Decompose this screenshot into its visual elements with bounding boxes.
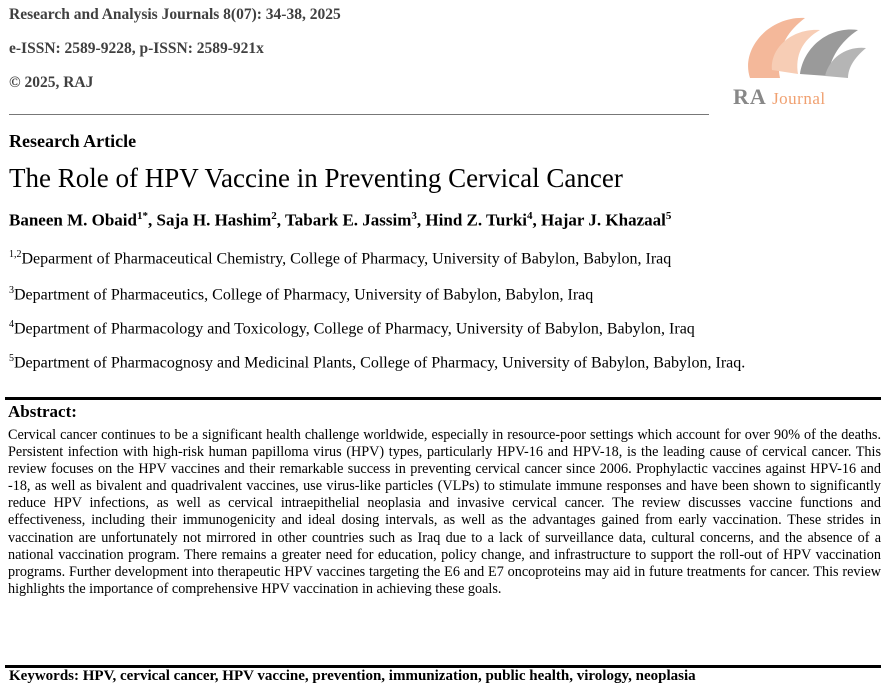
author-separator: , [532,210,542,230]
author-affiliation-marker: 3 [411,210,417,222]
author-name: Tabark E. Jassim [284,210,412,230]
affiliation-text: Department of Pharmacognosy and Medicinal Plants, College of Pharmacy, University of Babylon, Babylon, Iraq. [14,354,746,372]
journal-citation: Research and Analysis Journals 8(07): 34-38, 2025 [9,6,341,23]
affiliation-text: Department of Pharmacology and Toxicology, College of Pharmacy, University of Babylon, Babylon, Iraq [14,320,695,338]
article-title: The Role of HPV Vaccine in Preventing Cervical Cancer [9,163,623,193]
abstract-text: Cervical cancer continues to be a significant health challenge worldwide, especially in resource-poor settings which account for over 90% of the deaths. Persistent infection with high-risk human papilloma virus (HPV) types, particularly HPV-16 and HPV-18, is the leading cause of cervical cancer. This review focuses on the HPV vaccines and their remarkable success in preventing cervical cancer since 2006. Prophylactic vaccines against HPV-16 and -18, as well as bivalent and quadrivalent vaccines, use virus-like particles (VLPs) to stimulate immune responses and have been shown to significantly reduce HPV infections, as well as cervical intraepithelial neoplasia and invasive cervical cancer. The review discusses vaccine functions and effectiveness, including their immunogenicity and ideal dosing intervals, as well as the advantages gained from early vaccination. These strides in vaccination are unfortunately not mirrored in other countries such as Iraq due to a lack of surveillance data, cultural concerns, and the absence of a national vaccination program. There remains a greater need for education, policy change, and infrastructure to support the roll-out of HPV vaccination programs. Further development into therapeutic HPV vaccines targeting the E6 and E7 oncoproteins may aid in future treatments for cancer. This review highlights the importance of comprehensive HPV vaccination in achieving these goals. [8,427,881,597]
keywords: Keywords: HPV, cervical cancer, HPV vaccine, prevention, immunization, public health, virology, neoplasia [9,668,696,684]
affiliation-text: Deparment of Pharmaceutical Chemistry, College of Pharmacy, University of Babylon, Babylon, Iraq [21,250,672,268]
affiliation-marker: 3 [9,285,14,296]
author-name: Hind Z. Turki [425,210,528,230]
journal-issn: e-ISSN: 2589-9228, p-ISSN: 2589-921x [9,40,264,57]
article-type: Research Article [9,131,137,151]
affiliation-text: Department of Pharmaceutics, College of Pharmacy, University of Babylon, Babylon, Iraq [14,286,594,304]
author-name: Baneen M. Obaid [9,210,137,230]
affiliation-marker: 5 [9,353,14,364]
header-divider [9,114,709,115]
logo-sub-text: Journal [772,89,826,108]
affiliation [9,319,695,338]
author-separator: , [416,210,426,230]
author-name: Saja H. Hashim [156,210,272,230]
logo-main-text: RA [733,84,766,109]
abstract-section [5,397,881,668]
affiliation-marker: 1,2 [9,249,22,260]
author-affiliation-marker: 4 [527,210,533,222]
author-affiliation-marker: 2 [271,210,277,222]
author-name: Hajar J. Khazaal [541,210,666,230]
affiliation [9,285,593,304]
author-separator: , [276,210,285,230]
journal-copyright: © 2025, RAJ [9,74,94,91]
journal-logo-text [733,84,826,110]
author-affiliation-marker: 1* [137,210,148,222]
affiliation [9,353,745,372]
author-list [9,210,671,231]
abstract-heading: Abstract: [8,402,77,421]
author-separator: , [148,210,157,230]
affiliation-marker: 4 [9,319,14,330]
affiliation [9,249,671,268]
author-affiliation-marker: 5 [665,210,672,222]
